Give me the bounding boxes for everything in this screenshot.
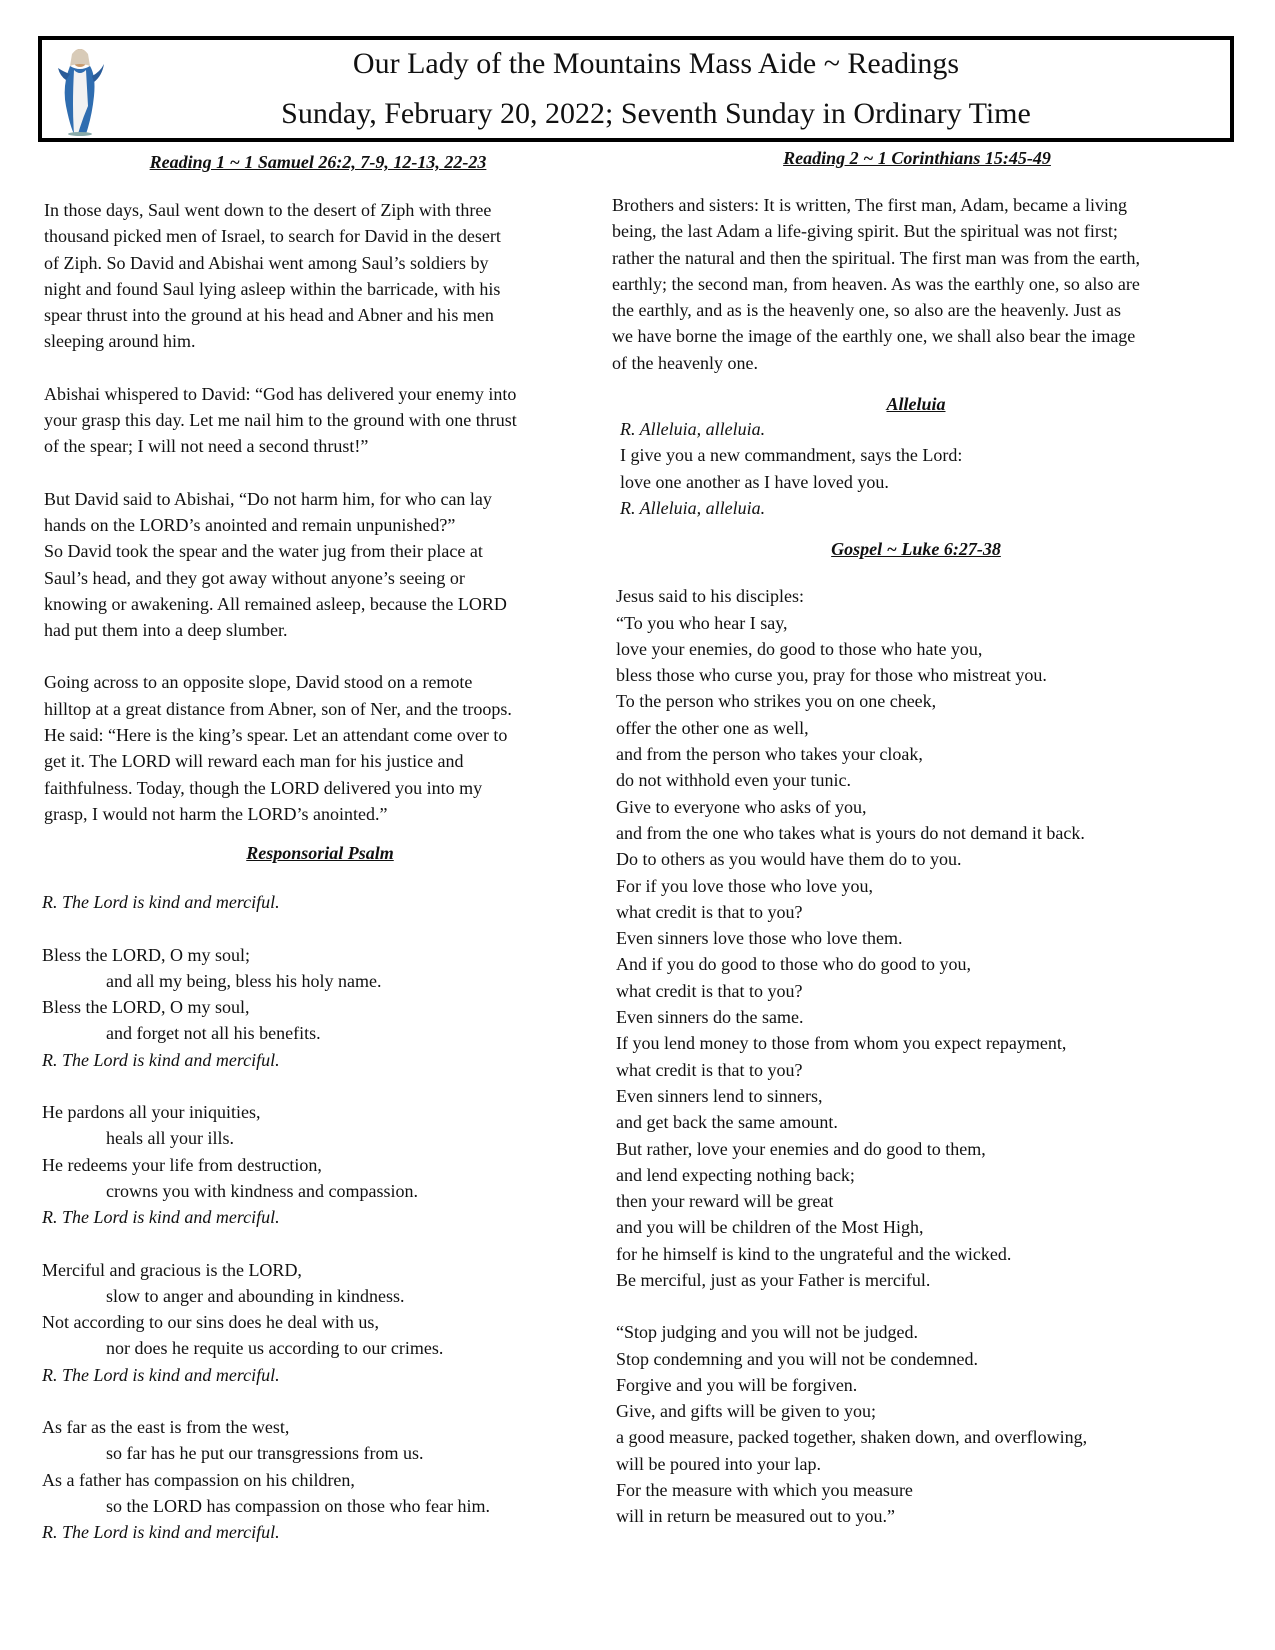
text-line: But David said to Abishai, “Do not harm him, for who can lay <box>44 488 492 509</box>
text-line: do not withhold even your tunic. <box>616 770 851 791</box>
text-line: and lend expecting nothing back; <box>616 1164 855 1185</box>
psalm-response: R. The Lord is kind and merciful. <box>42 1522 280 1543</box>
text-line: what credit is that to you? <box>616 901 803 922</box>
text-line: get it. The LORD will reward each man for his justice and <box>44 751 464 772</box>
text-line: He redeems your life from destruction, <box>42 1154 322 1175</box>
text-line: Saul’s head, and they got away without anyone’s seeing or <box>44 567 465 588</box>
text-line: He pardons all your iniquities, <box>42 1102 261 1123</box>
text-line: had put them into a deep slumber. <box>44 620 288 641</box>
text-line: “To you who hear I say, <box>616 612 788 633</box>
text-line: “Stop judging and you will not be judged. <box>616 1322 918 1343</box>
text-line: nor does he requite us according to our crimes. <box>106 1338 444 1359</box>
text-line: of Ziph. So David and Abishai went among Saul’s soldiers by <box>44 252 489 273</box>
alleluia-block <box>612 416 1240 521</box>
text-line: Abishai whispered to David: “God has delivered your enemy into <box>44 383 517 404</box>
text-line: To the person who strikes you on one cheek, <box>616 691 937 712</box>
text-line: what credit is that to you? <box>616 1059 803 1080</box>
text-line: Jesus said to his disciples: <box>616 586 804 607</box>
text-line: Brothers and sisters: It is written, The first man, Adam, became a living <box>612 195 1128 215</box>
text-line: So David took the spear and the water jug from their place at <box>44 541 483 562</box>
header-box <box>38 36 1234 142</box>
psalm-response: R. The Lord is kind and merciful. <box>42 892 280 913</box>
text-line: bless those who curse you, pray for those who mistreat you. <box>616 665 1047 686</box>
text-line: and get back the same amount. <box>616 1112 838 1133</box>
reading1-paragraph <box>42 197 602 355</box>
text-line: Merciful and gracious is the LORD, <box>42 1259 302 1280</box>
text-line: Not according to our sins does he deal with us, <box>42 1312 379 1333</box>
text-line: slow to anger and abounding in kindness. <box>106 1285 405 1306</box>
text-line: For if you love those who love you, <box>616 875 873 896</box>
text-line: night and found Saul lying asleep within the barricade, with his <box>44 278 501 299</box>
text-line: a good measure, packed together, shaken down, and overflowing, <box>616 1427 1088 1448</box>
text-line: what credit is that to you? <box>616 980 803 1001</box>
text-line: Forgive and you will be forgiven. <box>616 1374 858 1395</box>
text-line: rather the natural and then the spiritual. The first man was from the earth, <box>612 247 1140 268</box>
psalm-response: R. The Lord is kind and merciful. <box>42 1364 280 1385</box>
text-line: then your reward will be great <box>616 1191 834 1212</box>
text-line: In those days, Saul went down to the desert of Ziph with three <box>44 200 492 220</box>
psalm-response: R. The Lord is kind and merciful. <box>42 1049 280 1070</box>
reading1-paragraph <box>42 669 602 827</box>
text-line: As far as the east is from the west, <box>42 1416 290 1437</box>
gospel-heading: Gospel ~ Luke 6:27-38 <box>831 539 1001 560</box>
text-line: earthly; the second man, from heaven. As was the earthly one, so also are <box>612 273 1140 294</box>
text-line: of the spear; I will not need a second thrust!” <box>44 436 369 457</box>
text-line: spear thrust into the ground at his head and Abner and his men <box>44 305 494 326</box>
text-line: hilltop at a great distance from Abner, son of Ner, and the troops. <box>44 698 512 719</box>
psalm-response: R. The Lord is kind and merciful. <box>42 1207 280 1228</box>
text-line: thousand picked men of Israel, to search for David in the desert <box>44 226 501 247</box>
psalm-heading: Responsorial Psalm <box>246 843 394 864</box>
text-line: He said: “Here is the king’s spear. Let an attendant come over to <box>44 725 508 746</box>
right-column <box>612 146 1240 1530</box>
text-line: Going across to an opposite slope, David stood on a remote <box>44 672 473 693</box>
text-line: Be merciful, just as your Father is merciful. <box>616 1269 931 1290</box>
text-line: and all my being, bless his holy name. <box>106 970 382 991</box>
text-line: Even sinners love those who love them. <box>616 928 903 949</box>
text-line: of the heavenly one. <box>612 352 758 373</box>
text-line: sleeping around him. <box>44 331 196 352</box>
text-line: If you lend money to those from whom you expect repayment, <box>616 1033 1067 1054</box>
reading1-heading: Reading 1 ~ 1 Samuel 26:2, 7-9, 12-13, 22-23 <box>149 152 487 172</box>
text-line: But rather, love your enemies and do good to them, <box>616 1138 986 1159</box>
page-subtitle: Sunday, February 20, 2022; Seventh Sunday in Ordinary Time <box>281 97 1031 130</box>
text-line: Even sinners lend to sinners, <box>616 1085 823 1106</box>
alleluia-heading: Alleluia <box>886 394 946 415</box>
reading1-paragraph <box>42 486 602 644</box>
text-line: we have borne the image of the earthly one, we shall also bear the image <box>612 326 1136 347</box>
text-line: hands on the LORD’s anointed and remain unpunished?” <box>44 514 456 535</box>
text-line: and from the one who takes what is yours do not demand it back. <box>616 822 1085 843</box>
psalm-stanza <box>42 1414 602 1545</box>
text-line: Bless the LORD, O my soul; <box>42 944 251 965</box>
text-line: Give to everyone who asks of you, <box>616 796 867 817</box>
text-line: will in return be measured out to you.” <box>616 1506 895 1527</box>
text-line: Give, and gifts will be given to you; <box>616 1401 876 1422</box>
reading1-paragraph <box>42 381 602 460</box>
text-line: offer the other one as well, <box>616 717 809 738</box>
text-line: crowns you with kindness and compassion. <box>106 1180 418 1201</box>
text-line: for he himself is kind to the ungrateful and the wicked. <box>616 1243 1012 1264</box>
text-line: and from the person who takes your cloak, <box>616 744 923 765</box>
text-line: knowing or awakening. All remained asleep, because the LORD <box>44 593 507 614</box>
text-line: and you will be children of the Most High, <box>616 1217 924 1238</box>
text-line: I give you a new commandment, says the Lord: <box>620 445 963 466</box>
text-line: Bless the LORD, O my soul, <box>42 997 250 1018</box>
alleluia-response: R. Alleluia, alleluia. <box>620 497 766 518</box>
text-line: Do to others as you would have them do to you. <box>616 849 962 870</box>
text-line: For the measure with which you measure <box>616 1480 913 1501</box>
text-line: and forget not all his benefits. <box>106 1023 321 1044</box>
reading2-paragraph <box>612 192 1240 376</box>
text-line: grasp, I would not harm the LORD’s anointed.” <box>44 803 388 824</box>
text-line: being, the last Adam a life-giving spirit. But the spiritual was not first; <box>612 221 1118 242</box>
text-line: Even sinners do the same. <box>616 1007 804 1028</box>
left-column <box>42 150 602 1545</box>
gospel-part1 <box>612 583 1240 1293</box>
text-line: heals all your ills. <box>106 1128 234 1149</box>
reading2-heading: Reading 2 ~ 1 Corinthians 15:45-49 <box>783 148 1051 168</box>
alleluia-response: R. Alleluia, alleluia. <box>620 419 766 440</box>
gospel-part2 <box>612 1319 1240 1529</box>
text-line: love your enemies, do good to those who hate you, <box>616 638 983 659</box>
psalm-stanza <box>42 942 602 1073</box>
text-line: so the LORD has compassion on those who fear him. <box>106 1495 490 1516</box>
text-line: As a father has compassion on his children, <box>42 1469 355 1490</box>
text-line: love one another as I have loved you. <box>620 471 889 492</box>
text-line: your grasp this day. Let me nail him to the ground with one thrust <box>44 410 517 431</box>
psalm-stanza <box>42 1099 602 1230</box>
text-line: so far has he put our transgressions from us. <box>106 1443 424 1464</box>
text-line: Stop condemning and you will not be condemned. <box>616 1348 978 1369</box>
text-line: the earthly, and as is the heavenly one, so also are the heavenly. Just as <box>612 300 1122 321</box>
page-title: Our Lady of the Mountains Mass Aide ~ Readings <box>352 47 960 80</box>
text-line: will be poured into your lap. <box>616 1453 821 1474</box>
text-line: faithfulness. Today, though the LORD delivered you into my <box>44 777 483 798</box>
text-line: And if you do good to those who do good to you, <box>616 954 971 975</box>
psalm-stanza <box>42 1257 602 1388</box>
